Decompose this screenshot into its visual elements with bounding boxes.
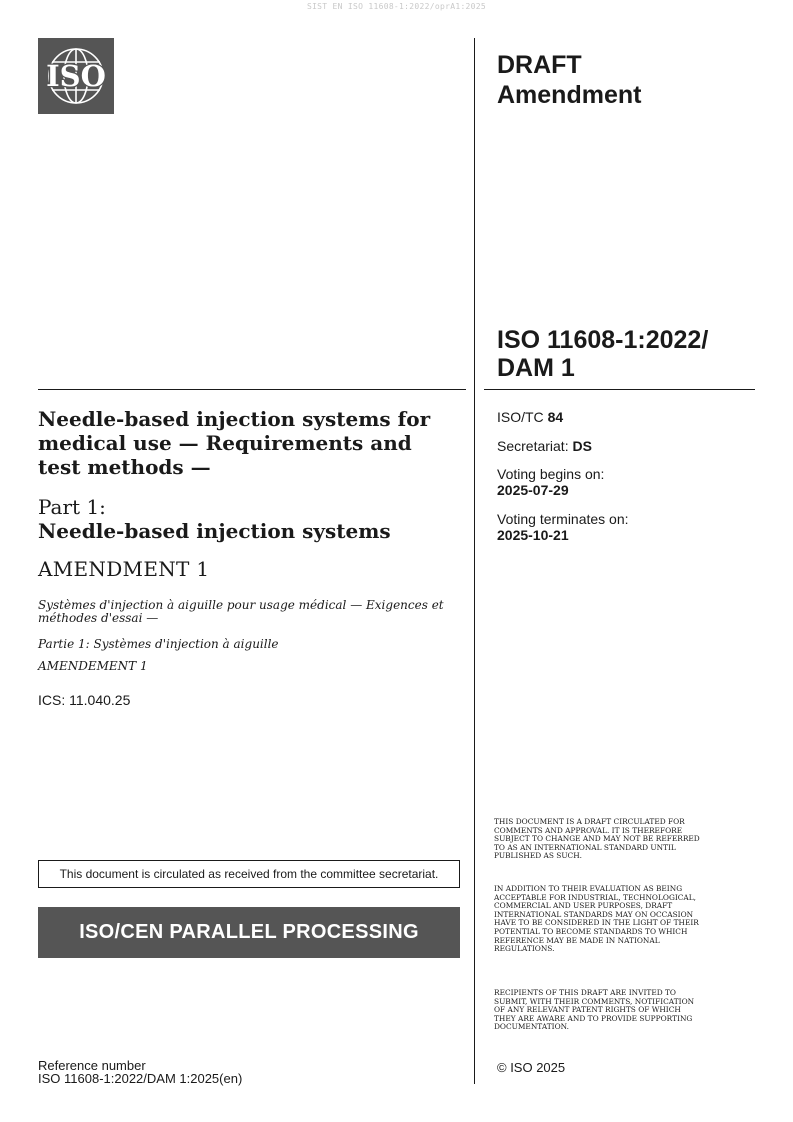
voting-begins-label: Voting begins on:: [497, 466, 605, 482]
voting-begins-date: 2025-07-29: [497, 482, 569, 498]
circulated-note-box: [38, 860, 460, 888]
voting-begins: [497, 466, 604, 498]
draft-notice-2: IN ADDITION TO THEIR EVALUATION AS BEING ACCEPTABLE FOR INDUSTRIAL, TECHNOLOGICAL, COMMERCIAL AND USER PURPOSES, DRAFT INTERNATIONAL STANDARDS MAY ON OCCASION HAVE TO BE CONSIDERED IN THE LIGHT OF THEIR POTENTIAL TO BECOME STANDARDS TO WHICH REFERENCE MAY BE MADE IN NATIONAL REGULATIONS.: [494, 884, 699, 954]
left-rule: [38, 389, 466, 390]
secretariat-label: Secretariat:: [497, 438, 569, 454]
part-french: Partie 1: Systèmes d'injection à aiguille: [38, 637, 279, 651]
secretariat-value: DS: [572, 438, 592, 454]
reference-value: ISO 11608-1:2022/DAM 1:2025(en): [38, 1071, 243, 1086]
committee-info: [497, 409, 563, 425]
title-french: Systèmes d'injection à aiguille pour usage médical — Exigences et méthodes d'essai —: [38, 598, 444, 625]
draft-line-2: Amendment: [497, 81, 642, 109]
right-rule: [484, 389, 755, 390]
draft-notice-1: THIS DOCUMENT IS A DRAFT CIRCULATED FOR COMMENTS AND APPROVAL. IT IS THEREFORE SUBJECT TO CHANGE AND MAY NOT BE REFERRED TO AS AN INTERNATIONAL STANDARD UNTIL PUBLISHED AS SUCH.: [494, 817, 700, 861]
part-label: Part 1:: [38, 495, 106, 519]
column-divider: [474, 38, 475, 1084]
draft-heading: [497, 50, 641, 110]
secretariat-info: [497, 438, 592, 454]
draft-line-1: DRAFT: [497, 51, 582, 79]
voting-terminates: [497, 511, 629, 543]
parallel-processing-text: ISO/CEN PARALLEL PROCESSING: [79, 921, 419, 943]
circulated-note: This document is circulated as received from the committee secretariat.: [59, 867, 439, 881]
parallel-processing-banner: [38, 907, 460, 958]
committee-number: 84: [547, 409, 564, 425]
title-english: Needle-based injection systems for medical use — Requirements and test methods —: [38, 407, 431, 479]
draft-notice-3: RECIPIENTS OF THIS DRAFT ARE INVITED TO SUBMIT, WITH THEIR COMMENTS, NOTIFICATION OF ANY RELEVANT PATENT RIGHTS OF WHICH THEY ARE AWARE AND TO PROVIDE SUPPORTING DOCUMENTATION.: [494, 988, 695, 1032]
header-document-code: SIST EN ISO 11608-1:2022/oprA1:2025: [306, 2, 487, 11]
svg-text:ISO: ISO: [46, 59, 106, 93]
copyright: © ISO 2025: [497, 1060, 566, 1075]
standard-number-line-1: ISO 11608-1:2022/: [497, 326, 709, 354]
committee-prefix: ISO/TC: [497, 409, 544, 425]
amendment-french: AMENDEMENT 1: [38, 659, 148, 673]
reference-number: [38, 1059, 242, 1085]
standard-number-line-2: DAM 1: [497, 354, 575, 382]
voting-terminates-label: Voting terminates on:: [497, 511, 629, 527]
iso-logo: [38, 38, 114, 114]
amendment-label: AMENDMENT 1: [38, 557, 210, 581]
part-title: Needle-based injection systems: [38, 519, 391, 543]
iso-globe-icon: [38, 38, 114, 114]
standard-number: [497, 326, 708, 382]
voting-terminates-date: 2025-10-21: [497, 527, 569, 543]
ics-code: ICS: 11.040.25: [38, 692, 131, 708]
reference-label: Reference number: [38, 1058, 146, 1073]
